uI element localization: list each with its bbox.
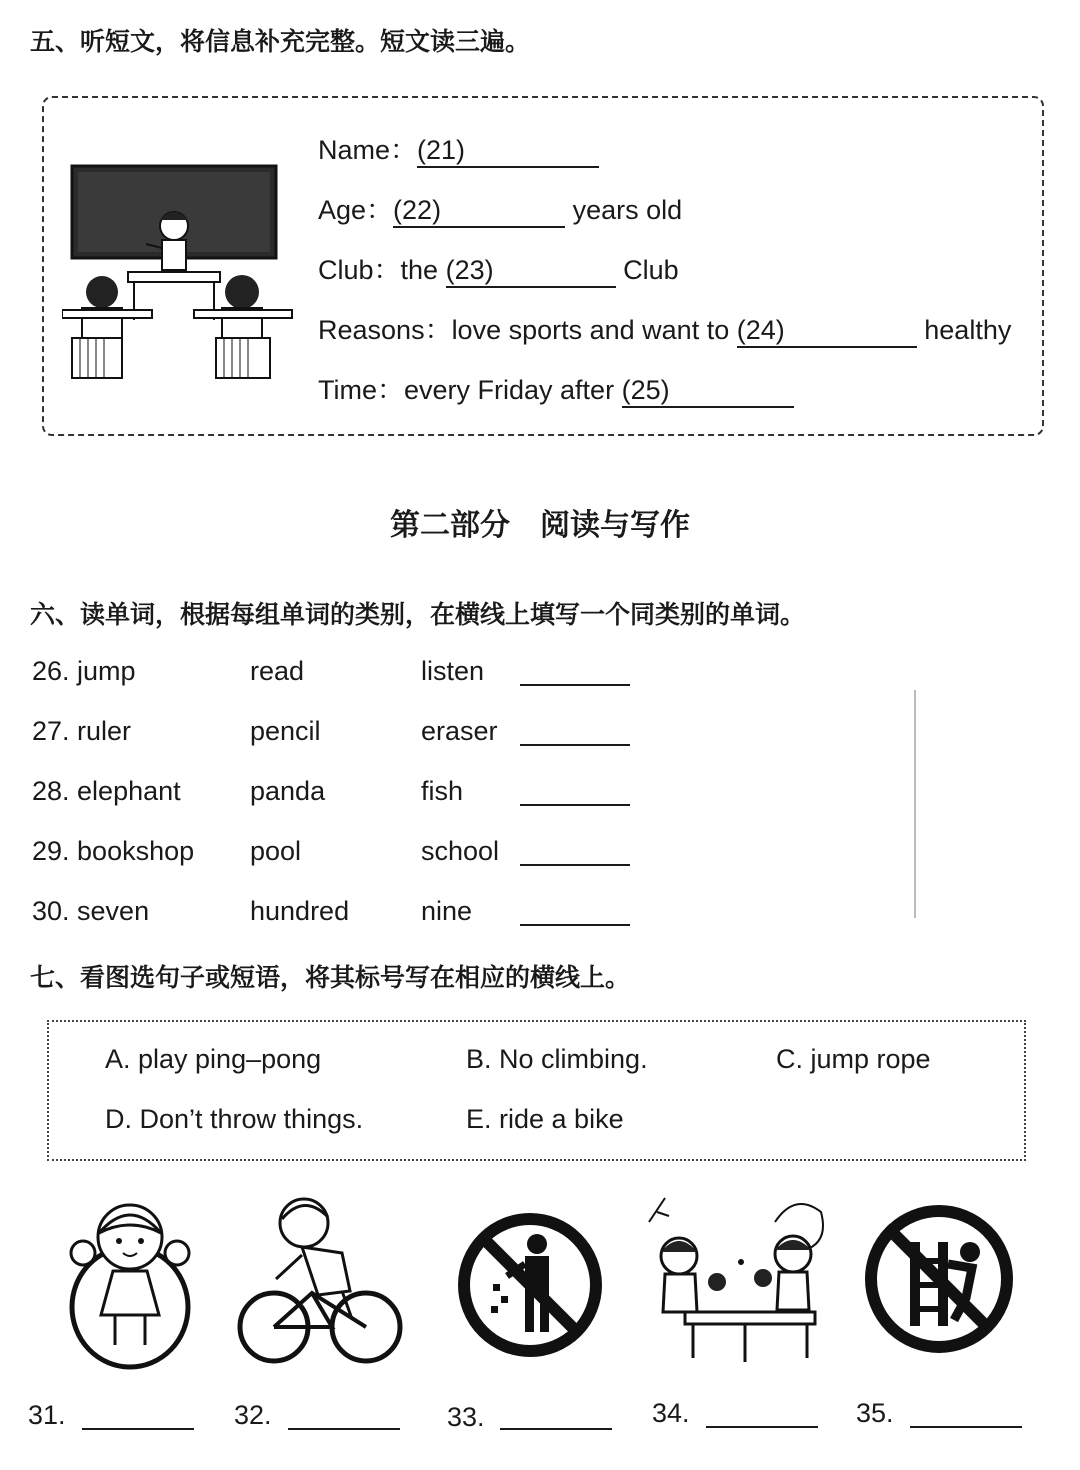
ping-pong-children-picture	[645, 1192, 830, 1364]
picture-number-32: 32.	[234, 1400, 272, 1430]
age-suffix: years old	[572, 195, 683, 225]
word-29-c: school	[421, 836, 500, 866]
no-climbing-sign-picture	[862, 1202, 1017, 1357]
answer-blank-29[interactable]	[520, 864, 630, 866]
part2-title: 第二部分 阅读与写作	[390, 508, 690, 543]
time-row	[318, 368, 794, 408]
reasons-row	[318, 308, 1011, 348]
word-26-a: 26. jump	[32, 656, 136, 686]
answer-blank-35[interactable]	[910, 1426, 1022, 1428]
age-row	[318, 188, 682, 228]
answer-blank-33[interactable]	[500, 1428, 612, 1430]
age-label: Age：	[318, 195, 394, 225]
answer-blank-27[interactable]	[520, 744, 630, 746]
option-c: C. jump rope	[776, 1044, 931, 1074]
answer-blank-28[interactable]	[520, 804, 630, 806]
club-suffix: Club	[623, 255, 679, 285]
answer-blank-34[interactable]	[706, 1426, 818, 1428]
blank-number-21: (21)	[417, 135, 466, 165]
no-throwing-sign-picture	[455, 1210, 605, 1360]
blank-number-24: (24)	[736, 315, 785, 345]
name-label: Name：	[318, 135, 418, 165]
club-label: Club：the	[318, 255, 439, 285]
word-29-a: 29. bookshop	[32, 836, 195, 866]
answer-blank-26[interactable]	[520, 684, 630, 686]
option-e: E. ride a bike	[466, 1104, 624, 1134]
word-30-a: 30. seven	[32, 896, 150, 926]
options-box	[47, 1020, 1026, 1161]
answer-blank-30[interactable]	[520, 924, 630, 926]
time-label: Time：every Friday after	[318, 375, 615, 405]
word-27-b: pencil	[250, 716, 321, 746]
answer-blank-24[interactable]	[737, 315, 917, 348]
word-30-c: nine	[421, 896, 473, 926]
answer-blank-32[interactable]	[288, 1428, 400, 1430]
section7-heading: 七、看图选句子或短语，将其标号写在相应的横线上。	[30, 963, 631, 992]
classroom-illustration	[62, 160, 294, 382]
picture-number-31: 31.	[28, 1400, 66, 1430]
picture-number-33: 33.	[447, 1402, 485, 1432]
answer-blank-23[interactable]	[446, 255, 616, 288]
word-28-a: 28. elephant	[32, 776, 181, 806]
word-27-c: eraser	[421, 716, 498, 746]
picture-number-34: 34.	[652, 1398, 690, 1428]
picture-number-35: 35.	[856, 1398, 894, 1428]
page-fold-line	[914, 690, 916, 918]
section5-heading: 五、听短文，将信息补充完整。短文读三遍。	[30, 27, 531, 56]
option-a: A. play ping–pong	[105, 1044, 322, 1074]
reasons-suffix: healthy	[924, 315, 1012, 345]
reasons-label: Reasons：love sports and want to	[318, 315, 730, 345]
option-b: B. No climbing.	[466, 1044, 648, 1074]
answer-blank-22[interactable]	[393, 195, 565, 228]
answer-blank-31[interactable]	[82, 1428, 194, 1430]
blank-number-23: (23)	[445, 255, 494, 285]
word-26-c: listen	[421, 656, 485, 686]
jump-rope-girl-picture	[55, 1195, 205, 1370]
name-row	[318, 128, 599, 168]
option-d: D. Don’t throw things.	[105, 1104, 364, 1134]
word-28-b: panda	[250, 776, 326, 806]
section6-heading: 六、读单词，根据每组单词的类别，在横线上填写一个同类别的单词。	[30, 600, 806, 629]
word-27-a: 27. ruler	[32, 716, 132, 746]
blank-number-22: (22)	[393, 195, 442, 225]
answer-blank-25[interactable]	[622, 375, 794, 408]
word-26-b: read	[250, 656, 305, 686]
club-row	[318, 248, 679, 288]
blank-number-25: (25)	[621, 375, 670, 405]
ride-bike-boy-picture	[232, 1195, 407, 1370]
word-30-b: hundred	[250, 896, 350, 926]
answer-blank-21[interactable]	[417, 135, 599, 168]
word-28-c: fish	[421, 776, 464, 806]
word-29-b: pool	[250, 836, 302, 866]
